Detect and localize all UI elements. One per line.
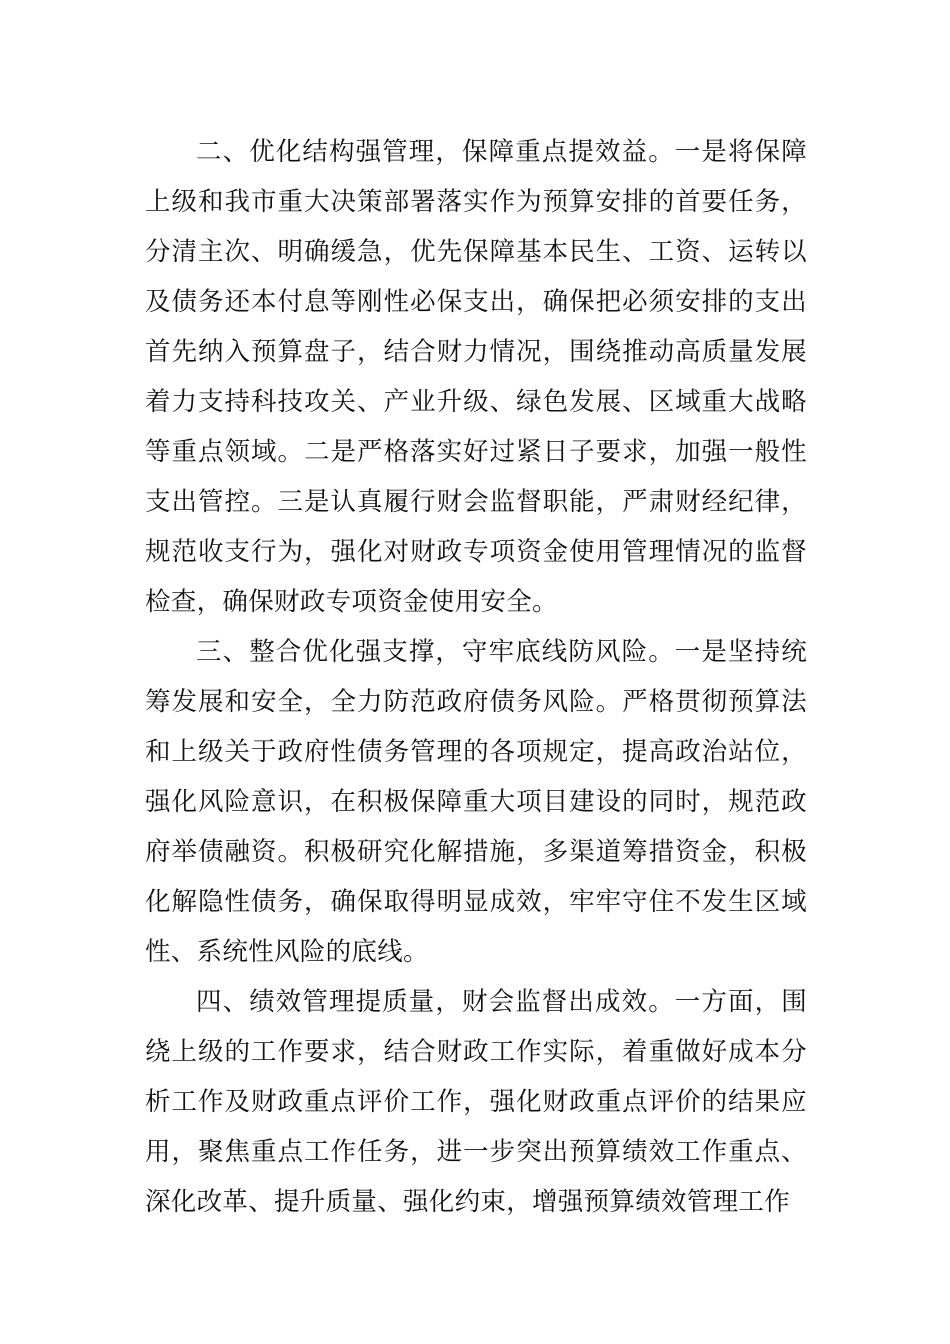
- paragraph-structure-optimization: 二、优化结构强管理，保障重点提效益。一是将保障上级和我市重大决策部署落实作为预算安排的首要任务，分清主次、明确缓急，优先保障基本民生、工资、运转以及债务还本付息等刚性必保支出，确保把必须安排的支出首先纳入预算盘子，结合财力情况，围绕推动高质量发展着力支持科技攻关、产业升级、绿色发展、区域重大战略等重点领域。二是严格落实好过紧日子要求，加强一般性支出管控。三是认真履行财会监督职能，严肃财经纪律，规范收支行为，强化对财政专项资金使用管理情况的监督检查，确保财政专项资金使用安全。: [145, 137, 807, 617]
- paragraph-risk-prevention: 三、整合优化强支撑，守牢底线防风险。一是坚持统筹发展和安全，全力防范政府债务风险。严格贯彻预算法和上级关于政府性债务管理的各项规定，提高政治站位，强化风险意识，在积极保障重大项目建设的同时，规范政府举债融资。积极研究化解措施，多渠道筹措资金，积极化解隐性债务，确保取得明显成效，牢牢守住不发生区域性、系统性风险的底线。: [145, 637, 807, 967]
- paragraph-performance-management: 四、绩效管理提质量，财会监督出成效。一方面，围绕上级的工作要求，结合财政工作实际，着重做好成本分析工作及财政重点评价工作，强化财政重点评价的结果应用，聚焦重点工作任务，进一步突出预算绩效工作重点、深化改革、提升质量、强化约束，增强预算绩效管理工作: [145, 987, 807, 1217]
- document-body: [145, 127, 807, 1227]
